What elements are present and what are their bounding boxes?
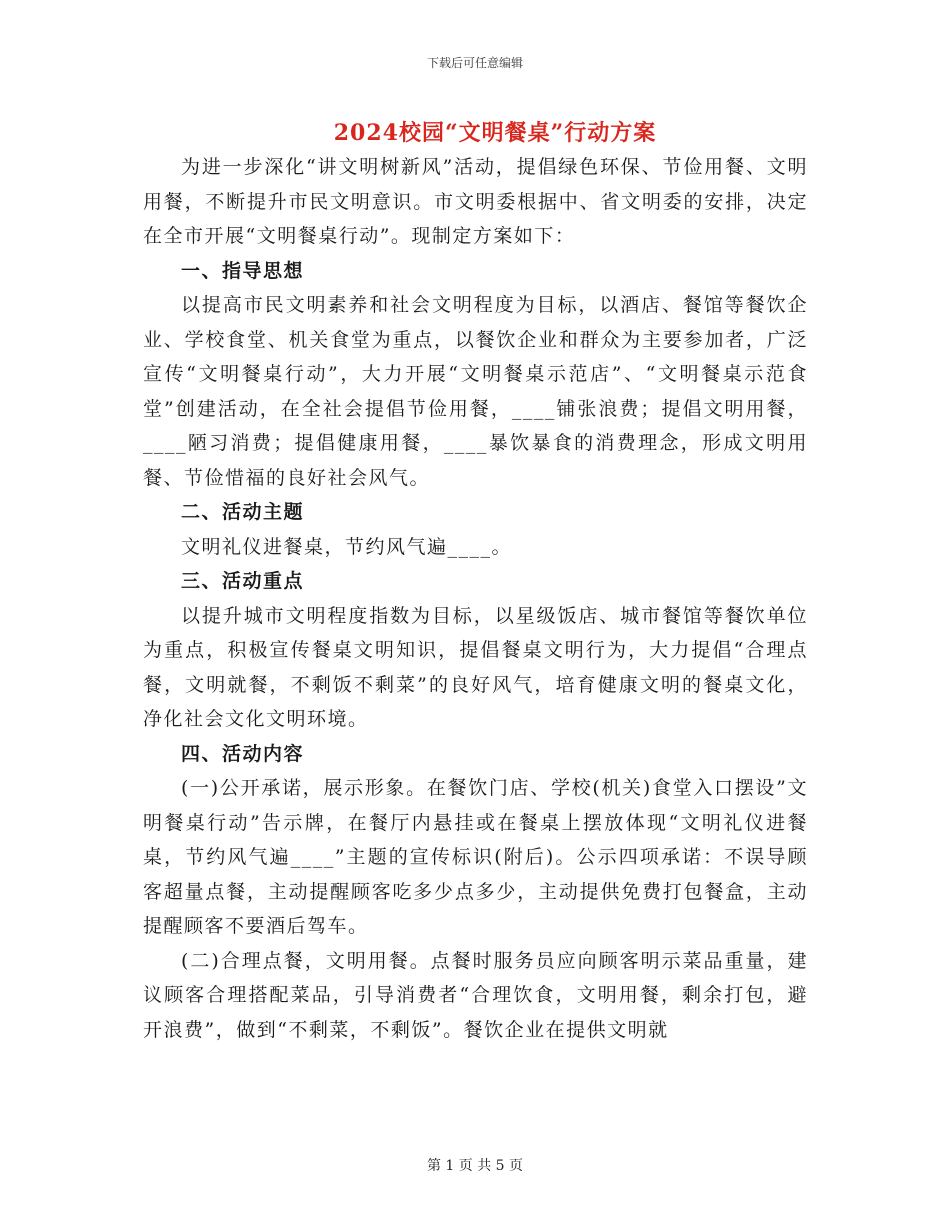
page-number: 第 1 页 共 5 页 <box>426 1158 524 1174</box>
section-paragraph: 以提升城市文明程度指数为目标，以星级饭店、城市餐馆等餐饮单位为重点，积极宣传餐桌文明知识，提倡餐桌文明行为，大力提倡“合理点餐，文明就餐，不剩饭不剩菜”的良好风气，培育健康文明的餐桌文化，净化社会文化文明环境。 <box>143 604 808 730</box>
header-note: 下载后可任意编辑 <box>426 56 523 70</box>
section-paragraph: (一)公开承诺，展示形象。在餐饮门店、学校(机关)食堂入口摆设”文明餐桌行动”告示牌，在餐厅内悬挂或在餐桌上摆放体现“文明礼仪进餐桌，节约风气遍____”主题的宣传标识(附后)。公示四项承诺：不误导顾客超量点餐，主动提醒顾客吃多少点多少，主动提供免费打包餐盒，主动提醒顾客不要酒后驾车。 <box>143 777 808 937</box>
document-title: 2024校园“文明餐桌”行动方案 <box>333 120 657 146</box>
section-heading-activity-content: 四、活动内容 <box>181 742 305 765</box>
document-body <box>143 150 808 1047</box>
section-heading-activity-focus: 三、活动重点 <box>181 570 305 592</box>
section-heading-activity-theme: 二、活动主题 <box>181 501 305 523</box>
section-paragraph: (二)合理点餐，文明用餐。点餐时服务员应向顾客明示菜品重量，建议顾客合理搭配菜品，引导消费者“合理饮食，文明用餐，剩余打包，避开浪费”，做到“不剩菜，不剩饭”。餐饮企业在提供文明就 <box>143 949 808 1041</box>
section-heading-guiding-ideology: 一、指导思想 <box>181 259 305 282</box>
intro-paragraph: 为进一步深化“讲文明树新风”活动，提倡绿色环保、节俭用餐、文明用餐，不断提升市民文明意识。市文明委根据中、省文明委的安排，决定在全市开展“文明餐桌行动”。现制定方案如下： <box>143 156 808 247</box>
section-paragraph: 以提高市民文明素养和社会文明程度为目标，以酒店、餐馆等餐饮企业、学校食堂、机关食堂为重点，以餐饮企业和群众为主要参加者，广泛宣传“文明餐桌行动”，大力开展“文明餐桌示范店”、“文明餐桌示范食堂”创建活动，在全社会提倡节俭用餐，____铺张浪费；提倡文明用餐，____陋习消费；提倡健康用餐，____暴饮暴食的消费理念，形成文明用餐、节俭惜福的良好社会风气。 <box>143 294 808 489</box>
section-paragraph: 文明礼仪进餐桌，节约风气遍____。 <box>181 535 513 558</box>
